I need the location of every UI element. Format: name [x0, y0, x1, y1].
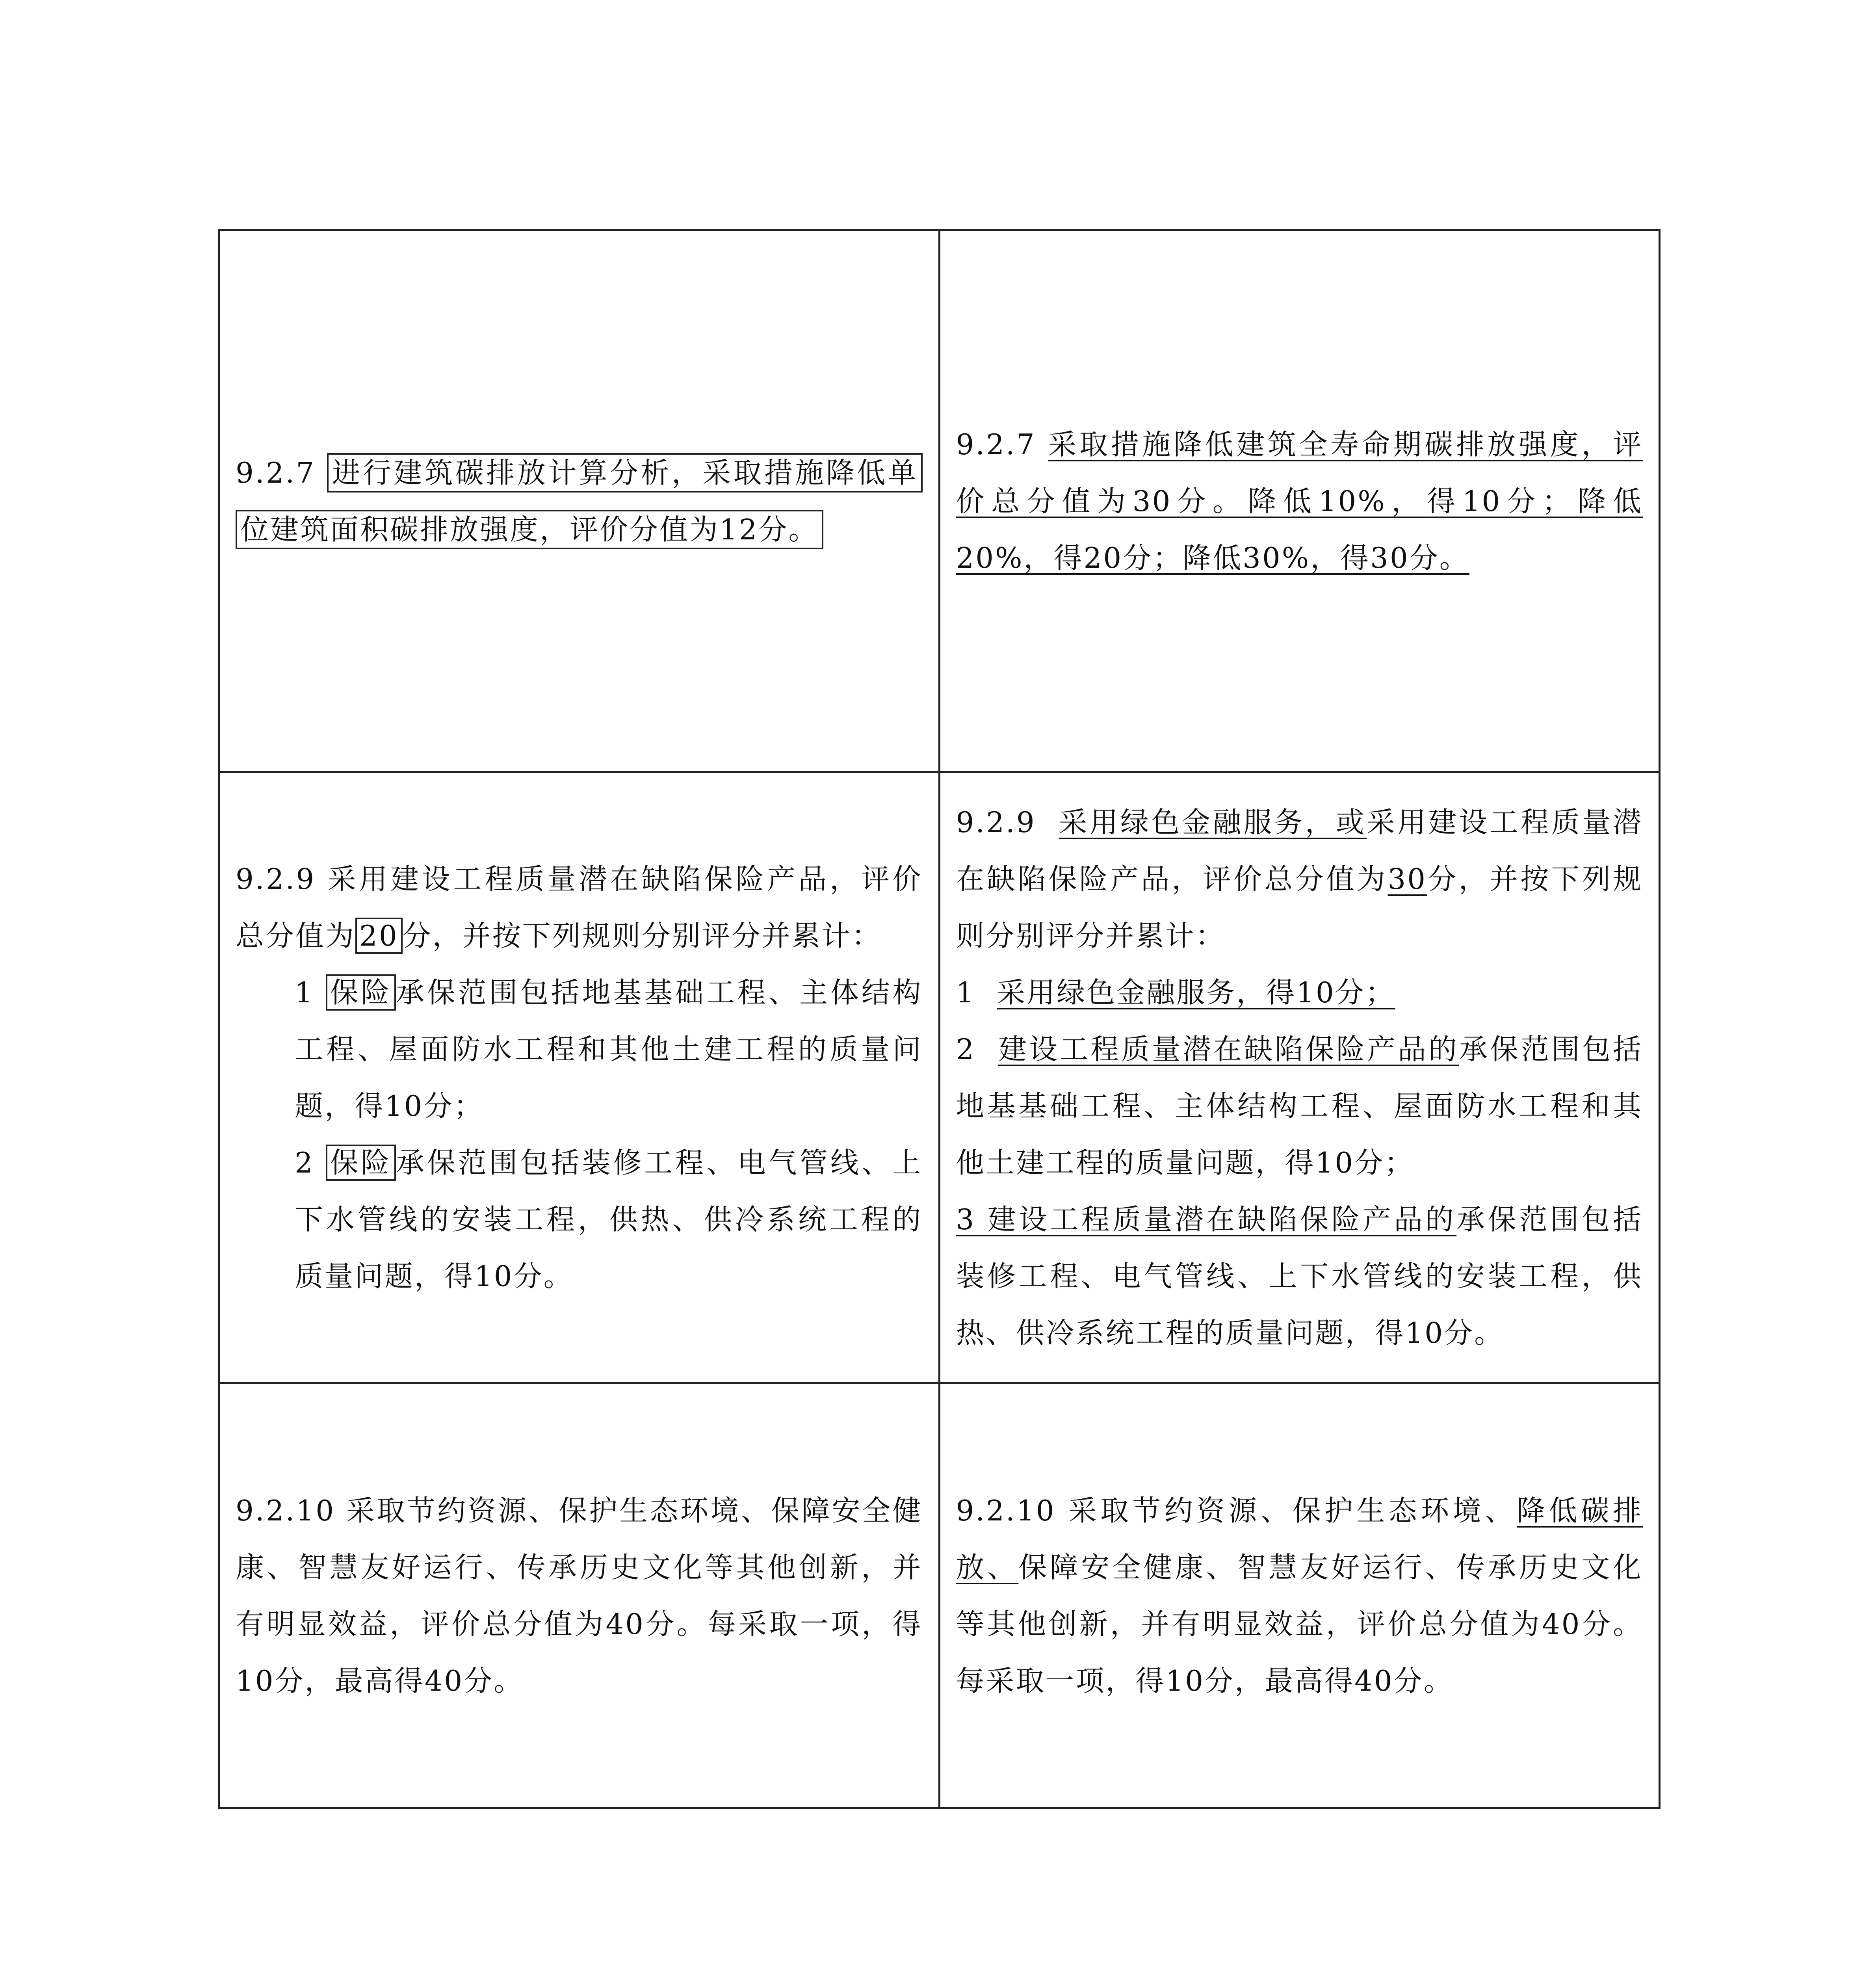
clause-text: 9.2.10 采取节约资源、保护生态环境、保障安全健康、智慧友好运行、传承历史文化等其他创新，并有明显效益，评价总分值为40分。每采取一项，得10分，最高得40分。: [236, 1494, 923, 1697]
underlined-text: 降低碳排放、: [956, 1494, 1643, 1584]
item-number: 2: [956, 1032, 976, 1066]
boxed-term: 保险: [326, 974, 396, 1011]
item-number: 1: [295, 976, 314, 1009]
comparison-table: [218, 229, 1661, 1809]
clause-text: 采用建设工程质量潜在缺陷保险产品，评价总分值为: [956, 805, 1643, 896]
clause-item-2: [956, 1021, 1643, 1191]
boxed-score: 20: [355, 918, 403, 954]
item-number: 2: [295, 1146, 314, 1179]
clause-item-1: [956, 964, 1643, 1021]
cell-original-9-2-9: [219, 772, 940, 1383]
table-row: [219, 772, 1660, 1383]
cell-original-9-2-7: [219, 230, 940, 772]
cell-revised-9-2-7: [939, 230, 1660, 772]
clause-number: 9.2.7: [236, 456, 316, 489]
table-row: [219, 230, 1660, 772]
table-row: [219, 1383, 1660, 1808]
clause-text: 保障安全健康、智慧友好运行、传承历史文化等其他创新，并有明显效益，评价总分值为40分。每采取一项，得10分，最高得40分。: [956, 1550, 1643, 1697]
cell-revised-9-2-9: [939, 772, 1660, 1383]
item-number: 1: [956, 976, 976, 1009]
item-text: 承保范围包括装修工程、电气管线、上下水管线的安装工程，供热、供冷系统工程的质量问题，得10分。: [295, 1146, 923, 1293]
clause-number: 9.2.7: [956, 428, 1036, 461]
clause-text: 9.2.10 采取节约资源、保护生态环境、: [956, 1494, 1517, 1527]
item-text: 承保范围包括地基基础工程、主体结构工程、屋面防水工程和其他土建工程的质量问题，得10分；: [956, 1032, 1643, 1179]
boxed-term: 保险: [326, 1145, 396, 1181]
clause-intro: [236, 851, 923, 964]
underlined-text: 采用绿色金融服务，得10分；: [997, 976, 1395, 1009]
underlined-text: 采用绿色金融服务，或: [1059, 805, 1367, 839]
item-text: 承保范围包括装修工程、电气管线、上下水管线的安装工程，供热、供冷系统工程的质量问题，得10分。: [956, 1202, 1643, 1349]
cell-revised-9-2-10: [939, 1383, 1660, 1808]
underlined-score: 30: [1387, 862, 1427, 896]
clause-item-3: [956, 1191, 1643, 1361]
underlined-revision: [956, 428, 1643, 574]
clause-text: 分，并按下列规则分别评分并累计：: [402, 919, 882, 952]
boxed-clause-text: 进行建筑碳排放计算分析，采取措施降低单位建筑面积碳排放强度，评价分值为12分。: [236, 453, 923, 549]
underlined-text: 采取措施降低建筑全寿命期碳排放强度，: [1048, 428, 1613, 461]
underlined-text: 3 建设工程质量潜在缺陷保险产品的: [956, 1202, 1457, 1236]
clause-intro: [956, 794, 1643, 964]
clause-text: 分，并按下列规则分别评分并累计：: [956, 862, 1643, 952]
clause-number: 9.2.9: [956, 805, 1036, 839]
item-text: 承保范围包括地基基础工程、主体结构工程、屋面防水工程和其他土建工程的质量问题，得10分；: [295, 976, 923, 1123]
clause-item-2: [236, 1134, 923, 1305]
underlined-text: 建设工程质量潜在缺陷保险产品的: [998, 1032, 1459, 1066]
clause-text: 9.2.9 采用建设工程质量潜在缺陷保险产品，评价总分值为: [236, 862, 923, 952]
cell-original-9-2-10: [219, 1383, 940, 1808]
clause-item-1: [236, 964, 923, 1134]
clause-text: 评价总分值为30分。降低10%，得10分；降低20%，得20分；降低30%，得30分。: [956, 428, 1643, 574]
